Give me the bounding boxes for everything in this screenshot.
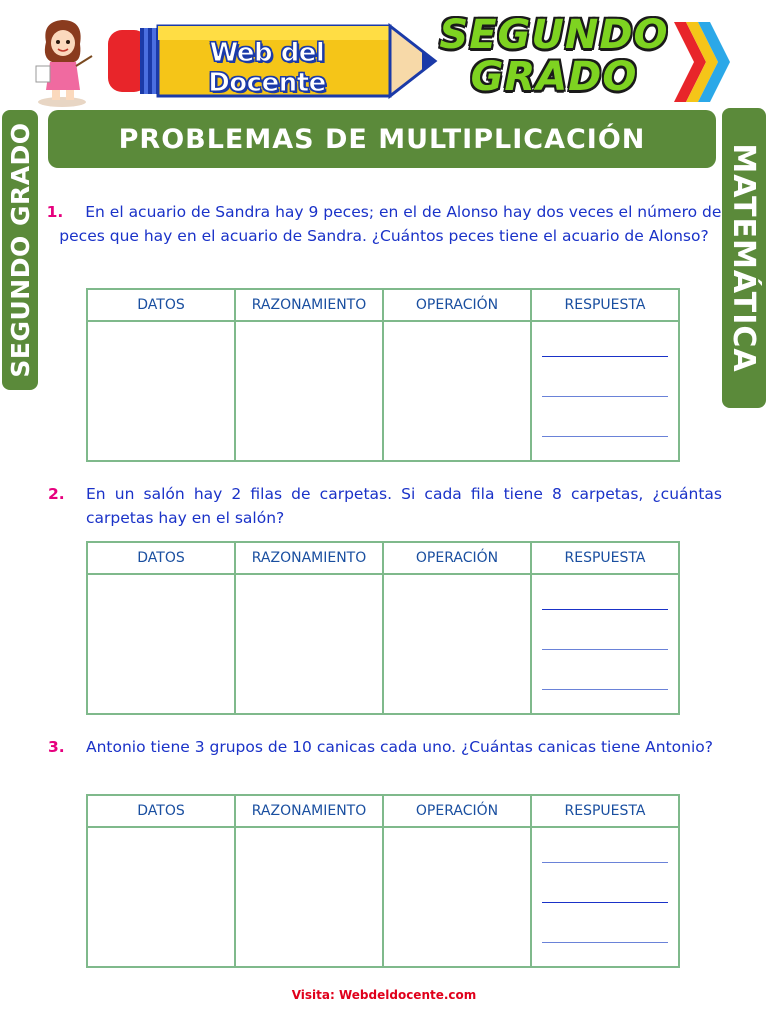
- column-header-razonamiento: RAZONAMIENTO: [235, 289, 383, 321]
- razonamiento-cell[interactable]: [235, 574, 383, 714]
- brand-name: Web del Docente: [208, 38, 326, 98]
- grade-logo: [434, 14, 674, 106]
- datos-cell[interactable]: [87, 321, 235, 461]
- operacion-cell[interactable]: [383, 321, 531, 461]
- title-banner: [48, 110, 716, 168]
- teacher-illustration: [32, 16, 94, 108]
- answer-line: [542, 942, 668, 943]
- problem-number: 3.: [48, 738, 65, 756]
- problem-1: [46, 200, 722, 248]
- grade-line-1: SEGUNDO: [439, 12, 669, 58]
- column-header-respuesta: RESPUESTA: [531, 795, 679, 827]
- problem-text: Antonio tiene 3 grupos de 10 canicas cada uno. ¿Cuántas canicas tiene Antonio?: [86, 738, 713, 756]
- respuesta-cell[interactable]: [531, 574, 679, 714]
- operacion-cell[interactable]: [383, 574, 531, 714]
- problem-text: En el acuario de Sandra hay 9 peces; en el de Alonso hay dos veces el número de peces que hay en el acuario de Sandra. ¿Cuántos peces tiene el acuario de Alonso?: [59, 203, 722, 245]
- operacion-cell[interactable]: [383, 827, 531, 967]
- answer-grid-1: [86, 288, 680, 462]
- razonamiento-cell[interactable]: [235, 321, 383, 461]
- answer-line: [542, 396, 668, 397]
- grade-line-2: GRADO: [470, 54, 638, 100]
- answer-line: [542, 356, 668, 357]
- respuesta-cell[interactable]: [531, 827, 679, 967]
- answer-line: [542, 689, 668, 690]
- respuesta-cell[interactable]: [531, 321, 679, 461]
- side-label-right: [722, 108, 766, 408]
- problem-3: [46, 735, 722, 759]
- answer-line: [542, 436, 668, 437]
- side-label-left-text: SEGUNDO GRADO: [5, 122, 35, 378]
- answer-line: [542, 609, 668, 610]
- answer-line: [542, 902, 668, 903]
- answer-grid-2: [86, 541, 680, 715]
- column-header-operacion: OPERACIÓN: [383, 289, 531, 321]
- column-header-respuesta: RESPUESTA: [531, 289, 679, 321]
- chevron-arrows-icon: [672, 20, 732, 104]
- answer-line: [542, 862, 668, 863]
- column-header-razonamiento: RAZONAMIENTO: [235, 795, 383, 827]
- problem-2: [46, 482, 722, 530]
- column-header-datos: DATOS: [87, 289, 235, 321]
- problem-number: 2.: [48, 485, 65, 503]
- column-header-respuesta: RESPUESTA: [531, 542, 679, 574]
- side-label-left: [2, 110, 38, 390]
- footer-link[interactable]: Visita: Webdeldocente.com: [291, 988, 477, 1002]
- page-title: PROBLEMAS DE MULTIPLICACIÓN: [118, 123, 646, 155]
- datos-cell[interactable]: [87, 827, 235, 967]
- razonamiento-cell[interactable]: [235, 827, 383, 967]
- side-label-right-text: MATEMÁTICA: [726, 143, 762, 373]
- column-header-datos: DATOS: [87, 795, 235, 827]
- column-header-razonamiento: RAZONAMIENTO: [235, 542, 383, 574]
- answer-line: [542, 649, 668, 650]
- datos-cell[interactable]: [87, 574, 235, 714]
- problem-text: En un salón hay 2 filas de carpetas. Si cada fila tiene 8 carpetas, ¿cuántas carpetas hay en el salón?: [86, 485, 722, 527]
- column-header-datos: DATOS: [87, 542, 235, 574]
- column-header-operacion: OPERACIÓN: [383, 795, 531, 827]
- answer-grid-3: [86, 794, 680, 968]
- column-header-operacion: OPERACIÓN: [383, 542, 531, 574]
- problem-number: 1.: [46, 203, 64, 221]
